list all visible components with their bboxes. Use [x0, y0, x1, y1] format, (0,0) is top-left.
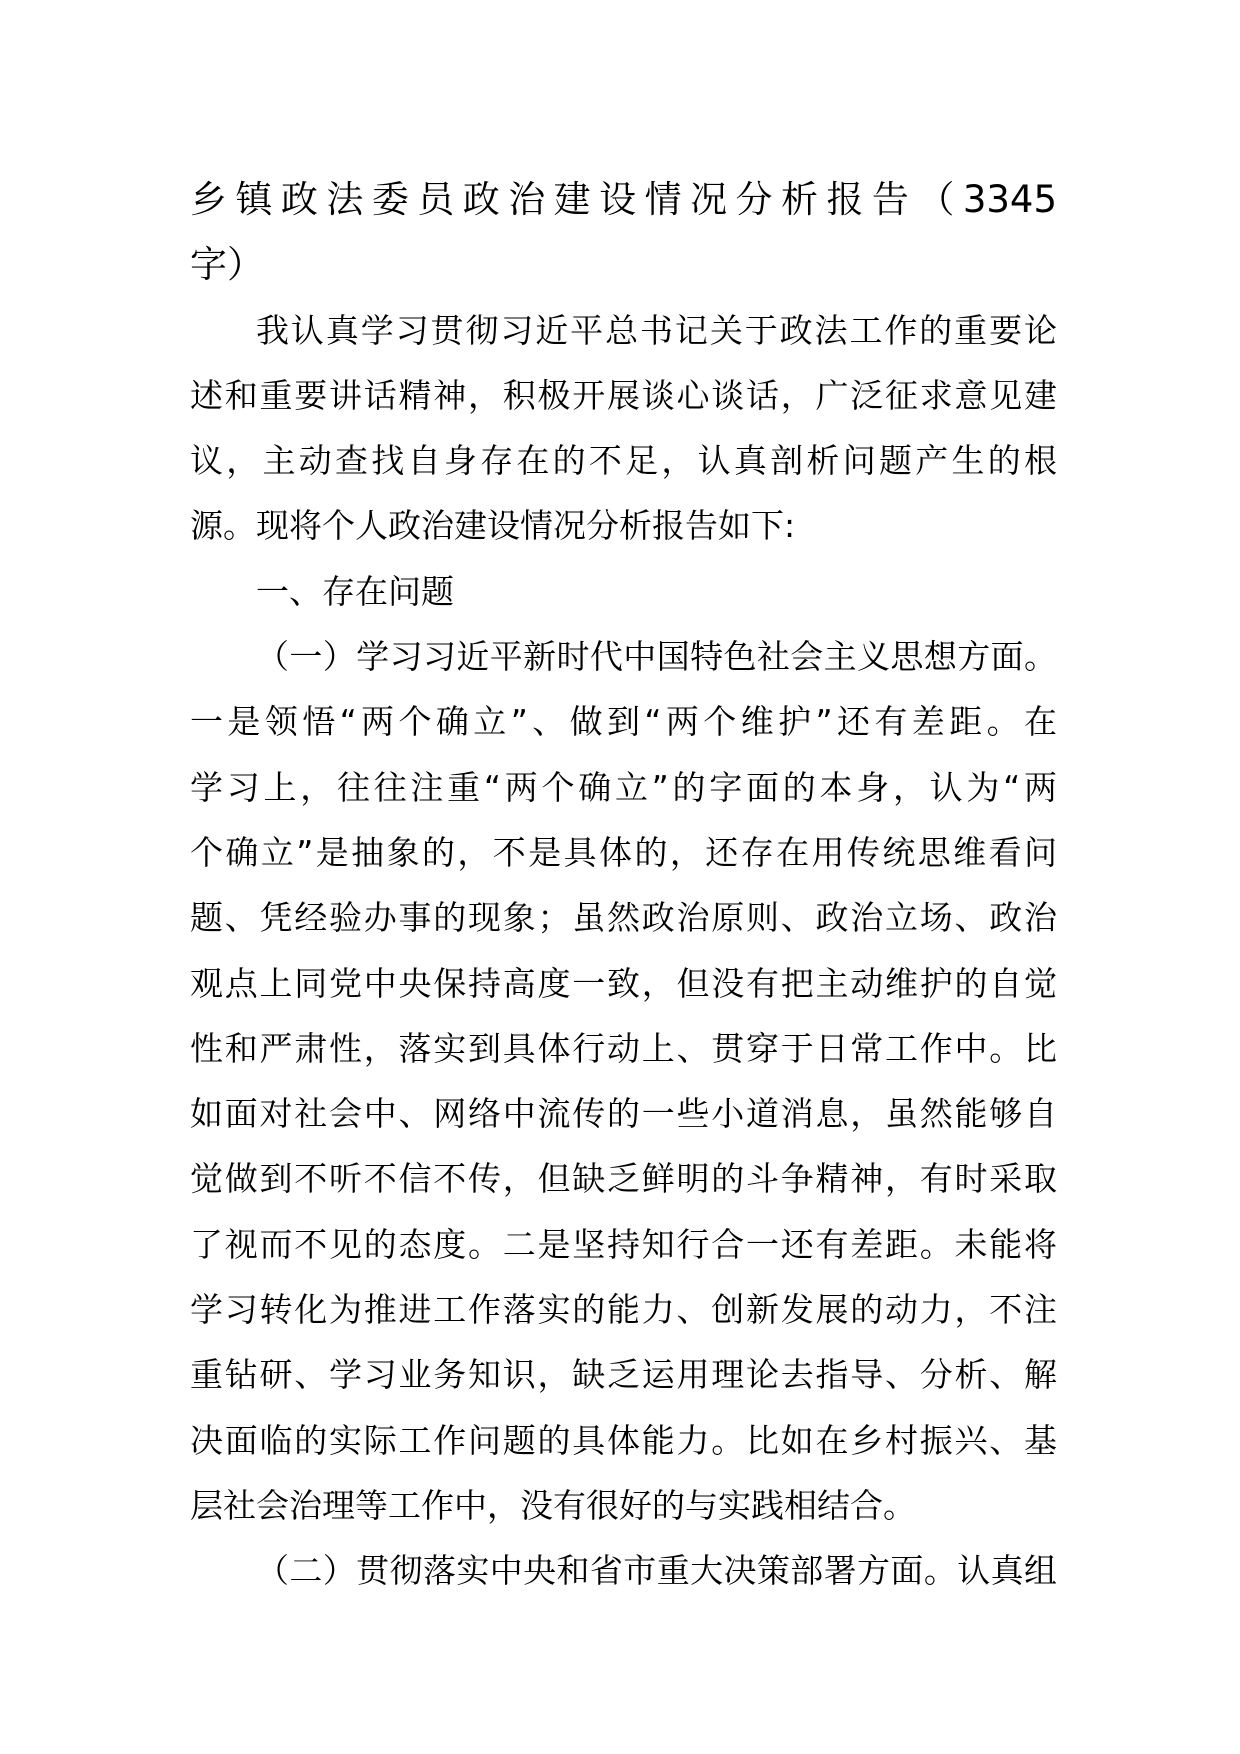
body-text-line: 重钻研、学习业务知识，缺乏运用理论去指导、分析、解: [190, 1355, 1057, 1395]
body-text-line: 层社会治理等工作中，没有很好的与实践相结合。: [190, 1485, 916, 1525]
document-page: [190, 167, 1057, 1604]
document-title-line: 乡镇政法委员政治建设情况分析报告（3345: [190, 178, 1057, 221]
body-text-line: 学习转化为推进工作落实的能力、创新发展的动力，不注: [190, 1290, 1057, 1330]
body-text-line: 我认真学习贯彻习近平总书记关于政法工作的重要论: [256, 310, 1057, 350]
body-text-line: 一、存在问题: [256, 571, 454, 611]
body-text-line: 觉做到不听不信不传，但缺乏鲜明的斗争精神，有时采取: [190, 1159, 1057, 1199]
body-text-line: 决面临的实际工作问题的具体能力。比如在乡村振兴、基: [190, 1420, 1057, 1460]
body-text-line: 如面对社会中、网络中流传的一些小道消息，虽然能够自: [190, 1094, 1057, 1134]
body-text-line: 了视而不见的态度。二是坚持知行合一还有差距。未能将: [190, 1224, 1057, 1264]
body-text-line: 题、凭经验办事的现象；虽然政治原则、政治立场、政治: [190, 898, 1057, 938]
body-text-line: （一）学习习近平新时代中国特色社会主义思想方面。: [256, 637, 1057, 677]
body-text-line: 述和重要讲话精神，积极开展谈心谈话，广泛征求意见建: [190, 375, 1057, 415]
body-text-line: 议，主动查找自身存在的不足，认真剖析问题产生的根: [190, 441, 1057, 481]
body-text-line: 一是领悟“两个确立”、做到“两个维护”还有差距。在: [190, 702, 1057, 742]
body-text-line: 学习上，往往注重“两个确立”的字面的本身，认为“两: [190, 767, 1057, 807]
body-text-line: （二）贯彻落实中央和省市重大决策部署方面。认真组: [256, 1551, 1057, 1591]
document-title-line: 字）: [190, 243, 264, 287]
body-text-line: 观点上同党中央保持高度一致，但没有把主动维护的自觉: [190, 963, 1057, 1003]
body-text-line: 个确立”是抽象的，不是具体的，还存在用传统思维看问: [190, 832, 1057, 872]
body-text-line: 性和严肃性，落实到具体行动上、贯穿于日常工作中。比: [190, 1028, 1057, 1068]
document-body: [190, 298, 1057, 1604]
body-text-line: 源。现将个人政治建设情况分析报告如下:: [190, 506, 796, 546]
